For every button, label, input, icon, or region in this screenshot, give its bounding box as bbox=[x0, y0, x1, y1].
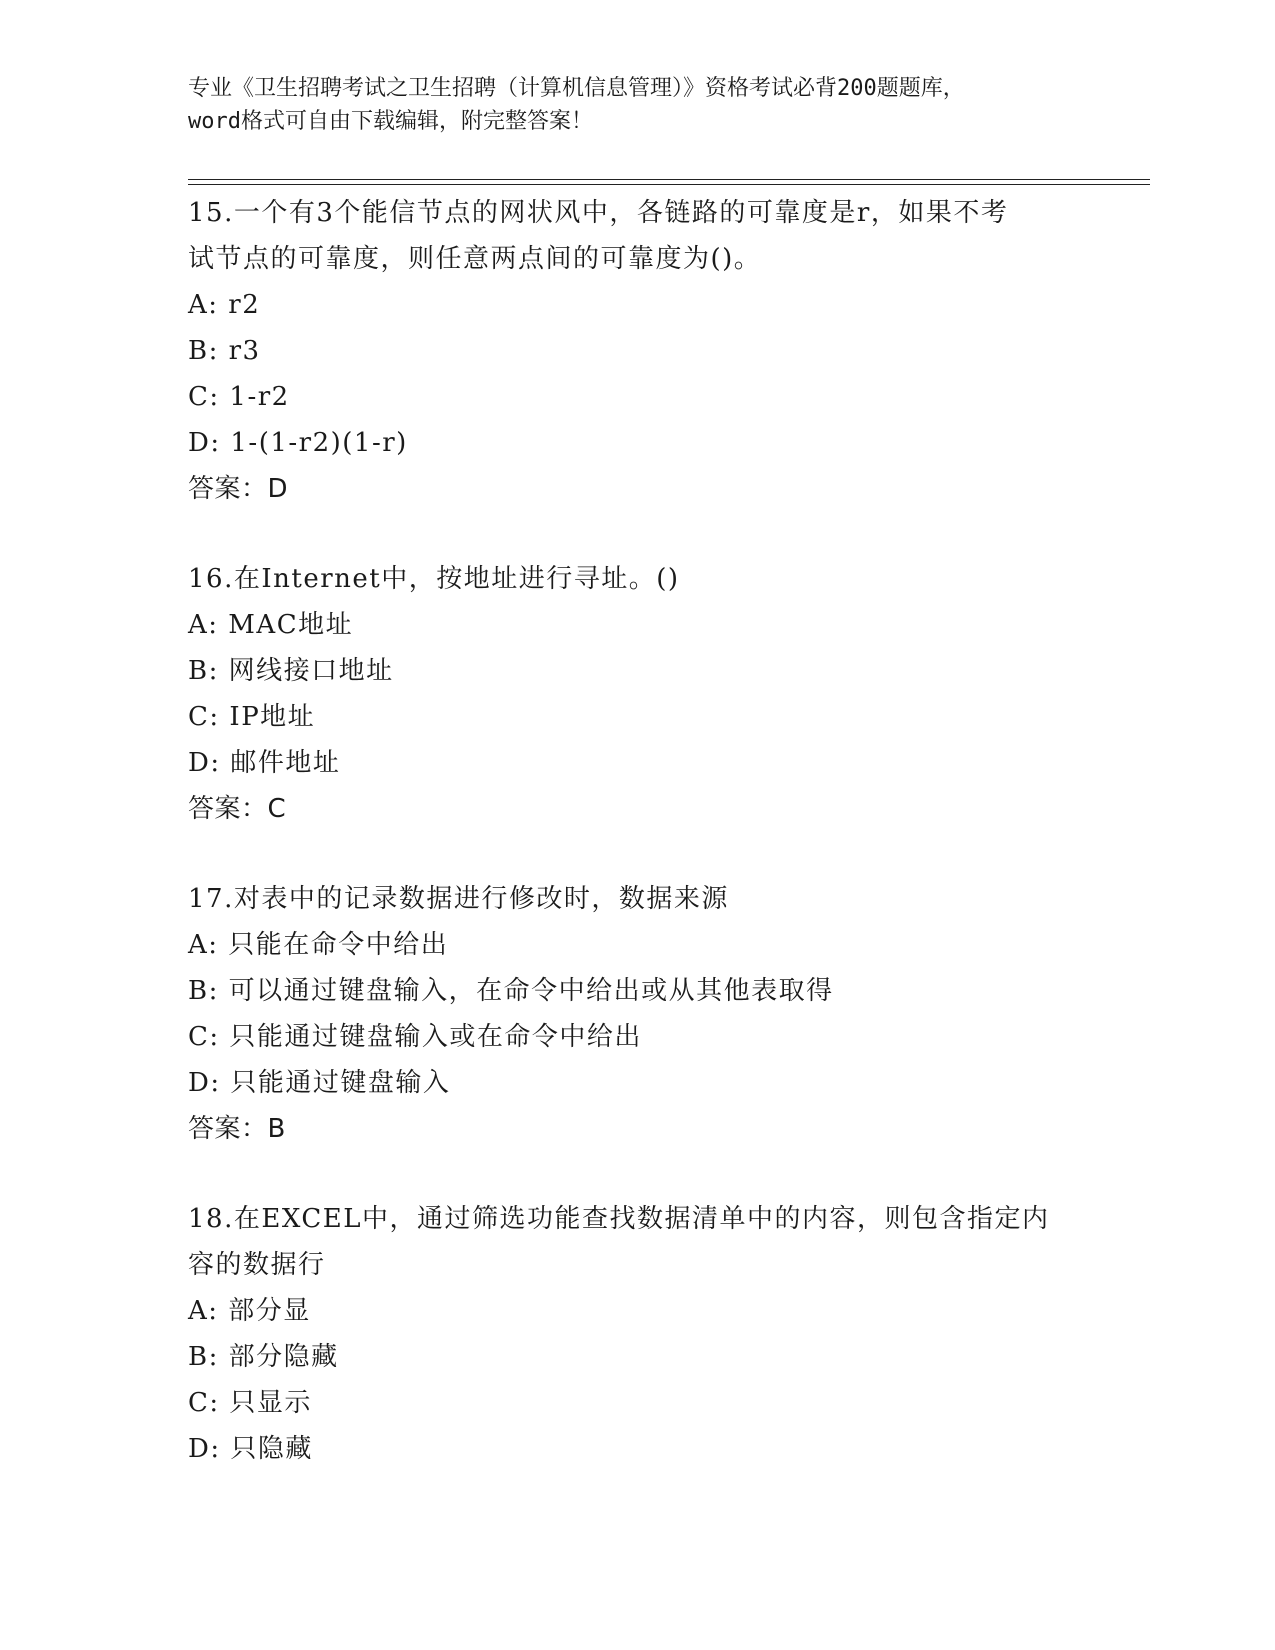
question-stem-line: 18.在EXCEL中，通过筛选功能查找数据清单中的内容，则包含指定内 bbox=[188, 1204, 1050, 1234]
answer-label: 答案：B bbox=[188, 1114, 286, 1144]
option-a: A: 部分显 bbox=[188, 1296, 311, 1326]
option-d: D: 只隐藏 bbox=[188, 1434, 313, 1464]
question-stem-line: 16.在Internet中，按地址进行寻址。() bbox=[188, 564, 680, 594]
answer-label: 答案：D bbox=[188, 474, 289, 504]
option-d: D: 1-(1-r2)(1-r) bbox=[188, 428, 408, 458]
option-b: B: 网线接口地址 bbox=[188, 656, 394, 686]
question-stem-line: 容的数据行 bbox=[188, 1250, 326, 1280]
document-header bbox=[188, 72, 1088, 138]
option-d: D: 邮件地址 bbox=[188, 748, 341, 778]
spacer bbox=[188, 1152, 1088, 1196]
option-a: A: MAC地址 bbox=[188, 610, 354, 640]
question-17 bbox=[188, 876, 1088, 1152]
option-c: C: 只显示 bbox=[188, 1388, 312, 1418]
spacer bbox=[188, 832, 1088, 876]
header-line-2: word格式可自由下载编辑，附完整答案！ bbox=[188, 109, 593, 134]
question-18 bbox=[188, 1196, 1088, 1472]
header-divider-bottom bbox=[188, 184, 1150, 185]
header-line-1: 专业《卫生招聘考试之卫生招聘（计算机信息管理）》资格考试必背200题题库， bbox=[188, 76, 965, 101]
question-stem-line: 17.对表中的记录数据进行修改时，数据来源 bbox=[188, 884, 729, 914]
question-16 bbox=[188, 556, 1088, 832]
question-list bbox=[188, 190, 1088, 1472]
option-b: B: 可以通过键盘输入，在命令中给出或从其他表取得 bbox=[188, 976, 834, 1006]
option-d: D: 只能通过键盘输入 bbox=[188, 1068, 451, 1098]
option-c: C: 只能通过键盘输入或在命令中给出 bbox=[188, 1022, 642, 1052]
header-divider-top bbox=[188, 179, 1150, 180]
question-stem-line: 试节点的可靠度，则任意两点间的可靠度为()。 bbox=[188, 244, 762, 274]
option-a: A: 只能在命令中给出 bbox=[188, 930, 449, 960]
question-15 bbox=[188, 190, 1088, 512]
option-a: A: r2 bbox=[188, 290, 261, 320]
spacer bbox=[188, 512, 1088, 556]
question-stem-line: 15.一个有3个能信节点的网状风中，各链路的可靠度是r，如果不考 bbox=[188, 198, 1009, 228]
option-b: B: r3 bbox=[188, 336, 261, 366]
option-c: C: IP地址 bbox=[188, 702, 316, 732]
option-c: C: 1-r2 bbox=[188, 382, 290, 412]
option-b: B: 部分隐藏 bbox=[188, 1342, 339, 1372]
answer-label: 答案：C bbox=[188, 794, 287, 824]
